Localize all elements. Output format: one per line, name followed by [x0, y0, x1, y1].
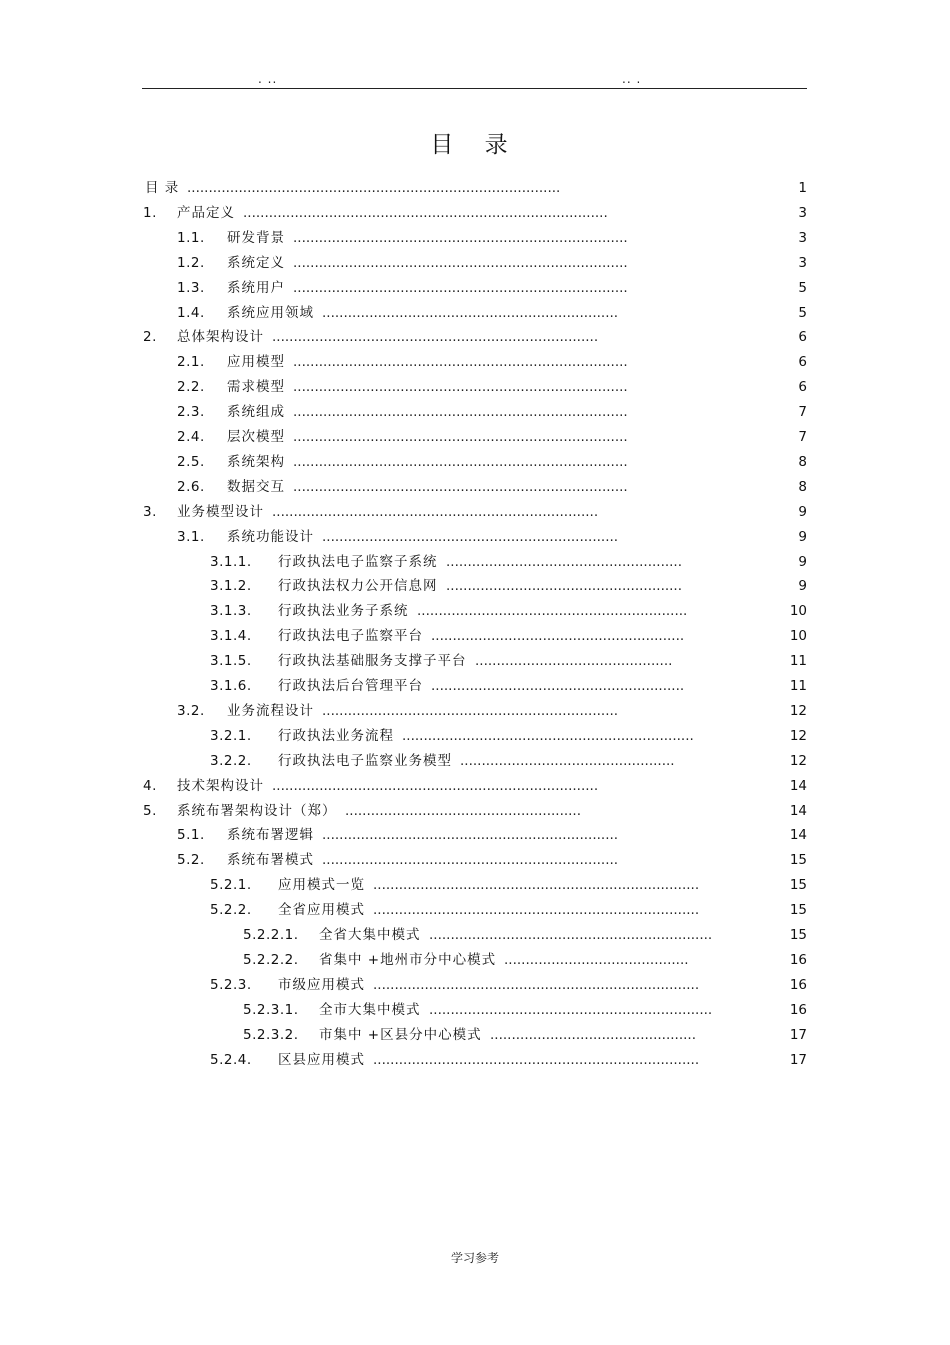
toc-entry-page: 15 — [789, 902, 807, 918]
toc-entry-page: 9 — [798, 504, 807, 520]
toc-dot-leader: .............................................................................. — [293, 379, 628, 395]
toc-dot-leader: .............................................................................. — [293, 454, 628, 470]
toc-entry-page: 12 — [789, 728, 807, 744]
toc-entry[interactable] — [0, 402, 950, 422]
toc-entry[interactable] — [0, 253, 950, 273]
page-footer: 学习参考 — [450, 1251, 499, 1265]
toc-entry-page: 10 — [789, 603, 807, 619]
toc-entry[interactable] — [0, 1050, 950, 1070]
toc-entry-title: 市集中 +区县分中心模式 — [319, 1027, 482, 1043]
toc-dot-leader: ............................................................................ — [373, 1052, 700, 1068]
toc-entry-title: 层次模型 — [227, 429, 285, 445]
toc-dot-leader: .................................................................... — [402, 728, 694, 744]
toc-entry-title: 研发背景 — [227, 230, 285, 246]
toc-entry[interactable] — [0, 228, 950, 248]
toc-entry-page: 5 — [798, 305, 807, 321]
toc-entry-page: 15 — [789, 877, 807, 893]
toc-entry-title: 行政执法权力公开信息网 — [278, 578, 438, 594]
toc-entry-title: 区县应用模式 — [278, 1052, 365, 1068]
toc-entry-page: 6 — [798, 379, 807, 395]
toc-entry[interactable] — [0, 900, 950, 920]
toc-entry-title: 行政执法业务子系统 — [278, 603, 409, 619]
toc-entry[interactable] — [0, 825, 950, 845]
toc-entry-title: 业务流程设计 — [227, 703, 314, 719]
toc-entry-number: 2.3. — [177, 404, 205, 420]
toc-dot-leader: ............................................................................ — [373, 902, 700, 918]
toc-entry-title: 省集中 +地州市分中心模式 — [319, 952, 497, 968]
toc-entry[interactable] — [0, 178, 950, 198]
toc-entry[interactable] — [0, 776, 950, 796]
toc-entry-title: 技术架构设计 — [177, 778, 264, 794]
toc-entry[interactable] — [0, 701, 950, 721]
toc-entry-title: 系统布署架构设计（郑） — [177, 803, 337, 819]
header-rule — [142, 88, 807, 89]
toc-entry-title: 全省大集中模式 — [319, 927, 421, 943]
toc-entry-number: 2.4. — [177, 429, 205, 445]
toc-dot-leader: ..................................................................... — [322, 852, 619, 868]
toc-entry-number: 3.1.6. — [210, 678, 252, 694]
toc-entry-title: 系统组成 — [227, 404, 285, 420]
toc-dot-leader: .................................................................. — [429, 927, 713, 943]
toc-dot-leader: .............................................................................. — [293, 280, 628, 296]
toc-entry-page: 9 — [798, 529, 807, 545]
toc-dot-leader: ........................................................... — [431, 628, 685, 644]
toc-entry[interactable] — [0, 203, 950, 223]
toc-entry-number: 5.2.2.1. — [243, 927, 299, 943]
toc-entry-title: 应用模型 — [227, 354, 285, 370]
toc-dot-leader: ............................................................................ — [373, 877, 700, 893]
toc-entry-number: 5.2.1. — [210, 877, 252, 893]
toc-entry-title: 全省应用模式 — [278, 902, 365, 918]
toc-entry[interactable] — [0, 726, 950, 746]
toc-entry-page: 7 — [798, 429, 807, 445]
toc-dot-leader: ..................................................................................... — [243, 205, 608, 221]
toc-entry-page: 17 — [789, 1027, 807, 1043]
toc-dot-leader: ............................................................................ — [373, 977, 700, 993]
toc-entry-page: 15 — [789, 927, 807, 943]
toc-entry-page: 1 — [798, 180, 807, 196]
toc-entry-page: 12 — [789, 703, 807, 719]
toc-entry-number: 5.2.4. — [210, 1052, 252, 1068]
toc-entry-page: 14 — [789, 827, 807, 843]
toc-dot-leader: ............................................................................ — [272, 778, 599, 794]
toc-entry-page: 7 — [798, 404, 807, 420]
toc-dot-leader: .............................................................................. — [293, 479, 628, 495]
toc-entry-page: 15 — [789, 852, 807, 868]
toc-entry-page: 8 — [798, 479, 807, 495]
page-title: 目 录 — [430, 132, 520, 158]
toc-entry[interactable] — [0, 751, 950, 771]
toc-entry-title: 应用模式一览 — [278, 877, 365, 893]
header-marks-left: . .. — [258, 72, 278, 86]
toc-dot-leader: .............................................. — [475, 653, 673, 669]
toc-entry-title: 目 录 — [145, 180, 180, 196]
toc-entry-page: 14 — [789, 803, 807, 819]
toc-dot-leader: ..................................................................... — [322, 703, 619, 719]
toc-dot-leader: ........................................................... — [431, 678, 685, 694]
toc-entry-page: 6 — [798, 329, 807, 345]
toc-dot-leader: ..................................................................... — [322, 529, 619, 545]
toc-entry-page: 10 — [789, 628, 807, 644]
toc-entry[interactable] — [0, 676, 950, 696]
toc-entry-title: 行政执法电子监察子系统 — [278, 554, 438, 570]
toc-entry-title: 系统定义 — [227, 255, 285, 271]
toc-entry-page: 17 — [789, 1052, 807, 1068]
toc-entry-number: 3.2.1. — [210, 728, 252, 744]
toc-entry-number: 1.3. — [177, 280, 205, 296]
toc-entry[interactable] — [0, 651, 950, 671]
toc-entry-title: 市级应用模式 — [278, 977, 365, 993]
toc-entry[interactable] — [0, 352, 950, 372]
toc-entry-title: 系统布署模式 — [227, 852, 314, 868]
toc-dot-leader: ............................................................................ — [272, 329, 599, 345]
toc-entry-title: 行政执法后台管理平台 — [278, 678, 423, 694]
toc-entry[interactable] — [0, 377, 950, 397]
toc-entry[interactable] — [0, 950, 950, 970]
toc-entry-number: 3.2.2. — [210, 753, 252, 769]
toc-entry-page: 5 — [798, 280, 807, 296]
toc-dot-leader: ..................................................................... — [322, 827, 619, 843]
toc-dot-leader: ....................................................................................... — [187, 180, 561, 196]
toc-entry-title: 行政执法基础服务支撑子平台 — [278, 653, 467, 669]
toc-dot-leader: .............................................................................. — [293, 354, 628, 370]
toc-entry[interactable] — [0, 576, 950, 596]
toc-entry[interactable] — [0, 601, 950, 621]
toc-entry-number: 3.1.4. — [210, 628, 252, 644]
toc-entry[interactable] — [0, 850, 950, 870]
toc-entry[interactable] — [0, 925, 950, 945]
toc-entry-number: 5.1. — [177, 827, 205, 843]
toc-entry-title: 行政执法业务流程 — [278, 728, 394, 744]
toc-dot-leader: ................................................ — [490, 1027, 696, 1043]
toc-dot-leader: .............................................................................. — [293, 404, 628, 420]
toc-entry-number: 2. — [143, 329, 157, 345]
toc-entry[interactable] — [0, 303, 950, 323]
toc-entry-number: 3. — [143, 504, 157, 520]
toc-entry-number: 5.2.2.2. — [243, 952, 299, 968]
toc-dot-leader: .................................................. — [460, 753, 675, 769]
toc-entry-page: 16 — [789, 1002, 807, 1018]
toc-entry-number: 1.1. — [177, 230, 205, 246]
toc-dot-leader: .................................................................. — [429, 1002, 713, 1018]
toc-entry-title: 产品定义 — [177, 205, 235, 221]
toc-entry-page: 8 — [798, 454, 807, 470]
toc-dot-leader: .............................................................................. — [293, 429, 628, 445]
toc-entry-number: 5.2.3.1. — [243, 1002, 299, 1018]
toc-entry-number: 3.2. — [177, 703, 205, 719]
toc-entry[interactable] — [0, 278, 950, 298]
toc-dot-leader: ........................................... — [504, 952, 689, 968]
header-marks-right: .. . — [622, 72, 642, 86]
toc-entry-number: 3.1.3. — [210, 603, 252, 619]
toc-entry-number: 3.1. — [177, 529, 205, 545]
toc-entry[interactable] — [0, 626, 950, 646]
toc-entry-title: 系统应用领域 — [227, 305, 314, 321]
toc-entry[interactable] — [0, 452, 950, 472]
toc-entry-number: 2.6. — [177, 479, 205, 495]
toc-entry[interactable] — [0, 552, 950, 572]
toc-entry[interactable] — [0, 801, 950, 821]
toc-entry-number: 2.5. — [177, 454, 205, 470]
toc-entry-title: 业务模型设计 — [177, 504, 264, 520]
toc-entry-number: 3.1.1. — [210, 554, 252, 570]
toc-entry[interactable] — [0, 502, 950, 522]
toc-entry-page: 9 — [798, 554, 807, 570]
toc-entry[interactable] — [0, 1025, 950, 1045]
toc-entry-title: 系统架构 — [227, 454, 285, 470]
toc-entry-page: 3 — [798, 230, 807, 246]
toc-entry-title: 系统用户 — [227, 280, 285, 296]
toc-entry-page: 3 — [798, 255, 807, 271]
toc-entry-title: 行政执法电子监察平台 — [278, 628, 423, 644]
toc-entry-page: 3 — [798, 205, 807, 221]
toc-entry-page: 12 — [789, 753, 807, 769]
toc-entry-page: 14 — [789, 778, 807, 794]
toc-entry-number: 5.2.3.2. — [243, 1027, 299, 1043]
toc-entry-page: 11 — [789, 678, 807, 694]
toc-dot-leader: ....................................................... — [446, 554, 683, 570]
toc-entry-number: 5. — [143, 803, 157, 819]
toc-dot-leader: ....................................................... — [345, 803, 582, 819]
toc-entry[interactable] — [0, 975, 950, 995]
toc-dot-leader: .............................................................................. — [293, 255, 628, 271]
toc-entry-number: 5.2.2. — [210, 902, 252, 918]
toc-entry-title: 系统布署逻辑 — [227, 827, 314, 843]
toc-entry-number: 2.2. — [177, 379, 205, 395]
toc-entry-number: 1.2. — [177, 255, 205, 271]
toc-entry[interactable] — [0, 1000, 950, 1020]
toc-entry-page: 6 — [798, 354, 807, 370]
toc-entry[interactable] — [0, 477, 950, 497]
toc-dot-leader: ..................................................................... — [322, 305, 619, 321]
toc-entry-page: 16 — [789, 952, 807, 968]
toc-entry-page: 9 — [798, 578, 807, 594]
toc-entry-page: 11 — [789, 653, 807, 669]
toc-entry-number: 1. — [143, 205, 157, 221]
toc-entry[interactable] — [0, 875, 950, 895]
toc-dot-leader: ............................................................... — [417, 603, 688, 619]
toc-entry[interactable] — [0, 527, 950, 547]
toc-entry-number: 3.1.2. — [210, 578, 252, 594]
toc-entry[interactable] — [0, 327, 950, 347]
toc-entry-title: 系统功能设计 — [227, 529, 314, 545]
toc-entry-number: 5.2. — [177, 852, 205, 868]
toc-entry-title: 总体架构设计 — [177, 329, 264, 345]
toc-entry-number: 3.1.5. — [210, 653, 252, 669]
toc-entry-number: 5.2.3. — [210, 977, 252, 993]
toc-entry-page: 16 — [789, 977, 807, 993]
toc-dot-leader: ....................................................... — [446, 578, 683, 594]
toc-entry[interactable] — [0, 427, 950, 447]
toc-entry-title: 数据交互 — [227, 479, 285, 495]
toc-dot-leader: .............................................................................. — [293, 230, 628, 246]
toc-entry-number: 2.1. — [177, 354, 205, 370]
toc-entry-title: 需求模型 — [227, 379, 285, 395]
toc-dot-leader: ............................................................................ — [272, 504, 599, 520]
toc-entry-number: 4. — [143, 778, 157, 794]
toc-entry-title: 行政执法电子监察业务模型 — [278, 753, 452, 769]
toc-entry-title: 全市大集中模式 — [319, 1002, 421, 1018]
toc-entry-number: 1.4. — [177, 305, 205, 321]
